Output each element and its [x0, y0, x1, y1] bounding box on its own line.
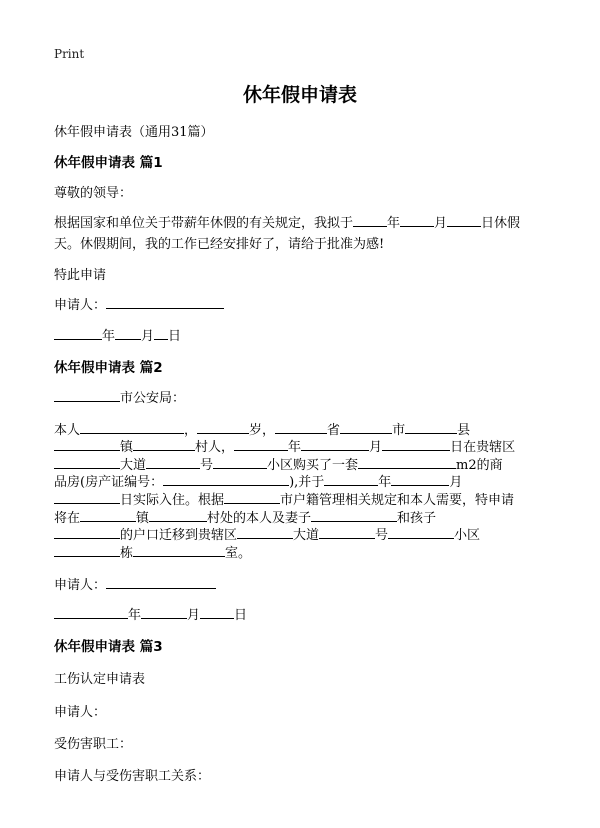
p2-line6: 将在 镇 村处的本人及妻子 和孩子: [54, 507, 436, 526]
salutation: 尊敬的领导：: [54, 186, 133, 201]
section-heading-1: 休年假申请表 篇1: [54, 155, 163, 171]
form-title: 工伤认定申请表: [54, 672, 146, 687]
p1-applicant-line: 申请人：: [54, 294, 224, 313]
p2-line4: 品房(房产证编号： ),并于 年 月: [54, 471, 462, 490]
intro-line: 休年假申请表（通用31篇）: [54, 125, 214, 140]
print-label: Print: [54, 47, 85, 61]
p2-line2: 镇 村人， 年 月 日在贵辖区: [54, 436, 515, 455]
section-heading-3: 休年假申请表 篇3: [54, 639, 163, 655]
bureau-line: 市公安局：: [54, 387, 185, 406]
p1-body-line2: 天。休假期间，我的工作已经安排好了，请给于批准为感!: [54, 237, 385, 252]
p1-date-line: 年 月 日: [54, 325, 181, 344]
p2-line3: 大道 号 小区购买了一套 m2的商: [54, 454, 503, 473]
page-title: 休年假申请表: [242, 84, 357, 106]
p2-line5: 日实际入住。根据 市户籍管理相关规定和本人需要，特申请: [54, 489, 514, 508]
p2-date-line: 年 月 日: [54, 604, 247, 623]
section-heading-2: 休年假申请表 篇2: [54, 360, 163, 376]
p2-line7: 的户口迁移到贵辖区 大道 号 小区: [54, 524, 480, 543]
p2-applicant-line: 申请人：: [54, 574, 216, 593]
injured-worker: 受伤害职工：: [54, 737, 133, 752]
applicant-relation: 申请人与受伤害职工关系：: [54, 769, 211, 784]
p3-applicant: 申请人：: [54, 705, 107, 720]
p2-line1: 本人 ， 岁， 省 市 县: [54, 419, 470, 438]
p2-line8: 栋 室。: [54, 542, 251, 561]
p1-body-line1: 根据国家和单位关于带薪年休假的有关规定，我拟于 年 月 日休假: [54, 212, 520, 231]
special-request: 特此申请: [54, 268, 107, 283]
